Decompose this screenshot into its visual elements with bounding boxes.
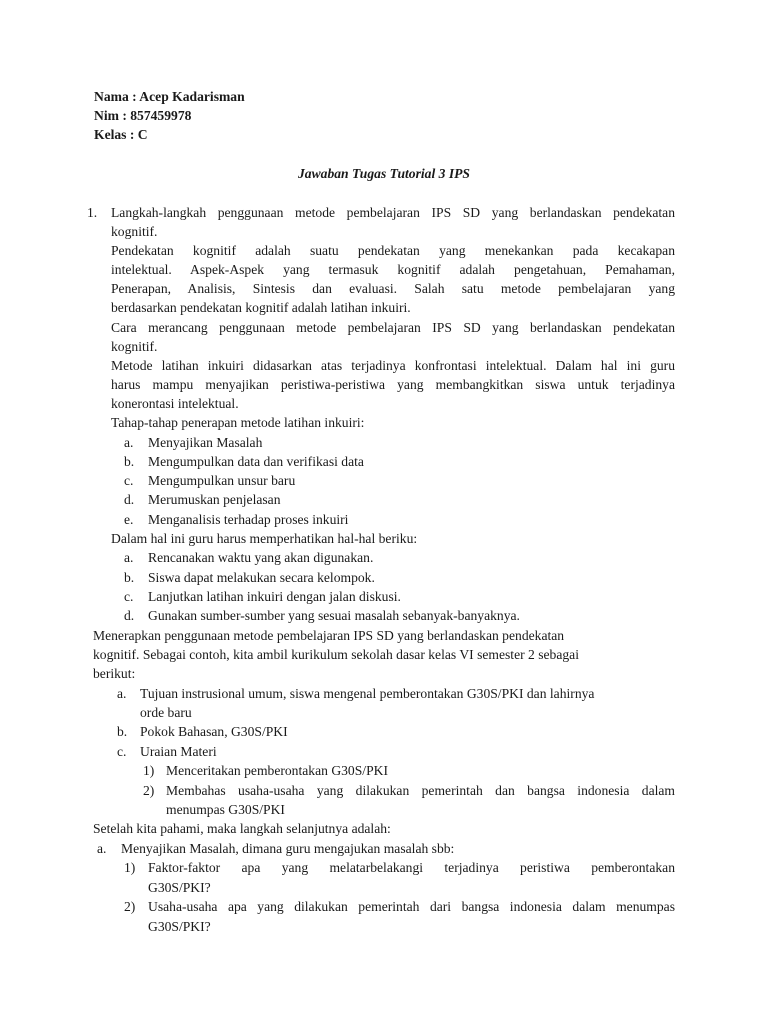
list-item: G30S/PKI?	[148, 919, 211, 934]
paragraph-line: Menerapkan penggunaan metode pembelajaran IPS SD yang berlandaskan pendekatan	[93, 628, 565, 643]
list-marker: c.	[124, 589, 134, 604]
list-marker: e.	[124, 512, 134, 527]
item-number: 1.	[87, 205, 98, 220]
list-marker: 1)	[143, 763, 155, 778]
list-marker: d.	[124, 492, 135, 507]
list-item: Menyajikan Masalah	[148, 435, 263, 450]
list-marker: b.	[124, 570, 135, 585]
paragraph-line: Langkah-langkah penggunaan metode pembelajaran IPS SD yang berlandaskan pendekatan	[111, 205, 675, 220]
paragraph-line: Cara merancang penggunaan metode pembelajaran IPS SD yang berlandaskan pendekatan	[111, 320, 675, 335]
list-marker: a.	[124, 435, 134, 450]
list-item: G30S/PKI?	[148, 880, 211, 895]
paragraph-line: kognitif. Sebagai contoh, kita ambil kurikulum sekolah dasar kelas VI semester 2 sebagai	[93, 647, 579, 662]
list-item: menumpas G30S/PKI	[166, 802, 285, 817]
list-item: Usaha-usaha apa yang dilakukan pemerintah dari bangsa indonesia dalam menumpas	[148, 899, 675, 914]
paragraph-line: Setelah kita pahami, maka langkah selanjutnya adalah:	[93, 821, 391, 836]
student-class: Kelas : C	[94, 127, 148, 142]
list-marker: 2)	[124, 899, 136, 914]
list-item: Merumuskan penjelasan	[148, 492, 281, 507]
list-item: Gunakan sumber-sumber yang sesuai masalah sebanyak-banyaknya.	[148, 608, 520, 623]
list-marker: a.	[124, 550, 134, 565]
list-marker: b.	[117, 724, 128, 739]
list-item: Faktor-faktor apa yang melatarbelakangi terjadinya peristiwa pemberontakan	[148, 860, 675, 875]
list-item: Membahas usaha-usaha yang dilakukan pemerintah dan bangsa indonesia dalam	[166, 783, 675, 798]
paragraph-line: berdasarkan pendekatan kognitif adalah latihan inkuiri.	[111, 300, 411, 315]
list-item: Menganalisis terhadap proses inkuiri	[148, 512, 349, 527]
list-item: Mengumpulkan unsur baru	[148, 473, 296, 488]
paragraph-line: Tahap-tahap penerapan metode latihan inkuiri:	[111, 415, 365, 430]
paragraph-line: intelektual. Aspek-Aspek yang termasuk kognitif adalah pengetahuan, Pemahaman,	[111, 262, 675, 277]
paragraph-line: Metode latihan inkuiri didasarkan atas terjadinya konfrontasi intelektual. Dalam hal ini guru	[111, 358, 675, 373]
document-title: Jawaban Tugas Tutorial 3 IPS	[298, 166, 470, 181]
paragraph-line: Penerapan, Analisis, Sintesis dan evaluasi. Salah satu metode pembelajaran yang	[111, 281, 675, 296]
list-marker: c.	[117, 744, 127, 759]
paragraph-line: kognitif.	[111, 224, 158, 239]
list-marker: b.	[124, 454, 135, 469]
list-item: orde baru	[140, 705, 192, 720]
list-marker: c.	[124, 473, 134, 488]
list-marker: 1)	[124, 860, 136, 875]
list-item: Menyajikan Masalah, dimana guru mengajukan masalah sbb:	[121, 841, 455, 856]
list-item: Siswa dapat melakukan secara kelompok.	[148, 570, 375, 585]
paragraph-line: Pendekatan kognitif adalah suatu pendekatan yang menekankan pada kecakapan	[111, 243, 675, 258]
list-item: Pokok Bahasan, G30S/PKI	[140, 724, 288, 739]
list-marker: 2)	[143, 783, 155, 798]
list-item: Menceritakan pemberontakan G30S/PKI	[166, 763, 388, 778]
student-nim: Nim : 857459978	[94, 108, 192, 123]
paragraph-line: konerontasi intelektual.	[111, 396, 239, 411]
list-item: Mengumpulkan data dan verifikasi data	[148, 454, 364, 469]
list-marker: a.	[117, 686, 127, 701]
paragraph-line: berikut:	[93, 666, 136, 681]
list-item: Uraian Materi	[140, 744, 217, 759]
list-item: Rencanakan waktu yang akan digunakan.	[148, 550, 374, 565]
list-item: Tujuan instrusional umum, siswa mengenal pemberontakan G30S/PKI dan lahirnya	[140, 686, 595, 701]
list-item: Lanjutkan latihan inkuiri dengan jalan diskusi.	[148, 589, 401, 604]
paragraph-line: kognitif.	[111, 339, 158, 354]
paragraph-line: Dalam hal ini guru harus memperhatikan hal-hal beriku:	[111, 531, 418, 546]
paragraph-line: harus mampu menyajikan peristiwa-peristiwa yang membangkitkan siswa untuk terjadinya	[111, 377, 675, 392]
list-marker: d.	[124, 608, 135, 623]
list-marker: a.	[97, 841, 107, 856]
student-name: Nama : Acep Kadarisman	[94, 89, 245, 104]
